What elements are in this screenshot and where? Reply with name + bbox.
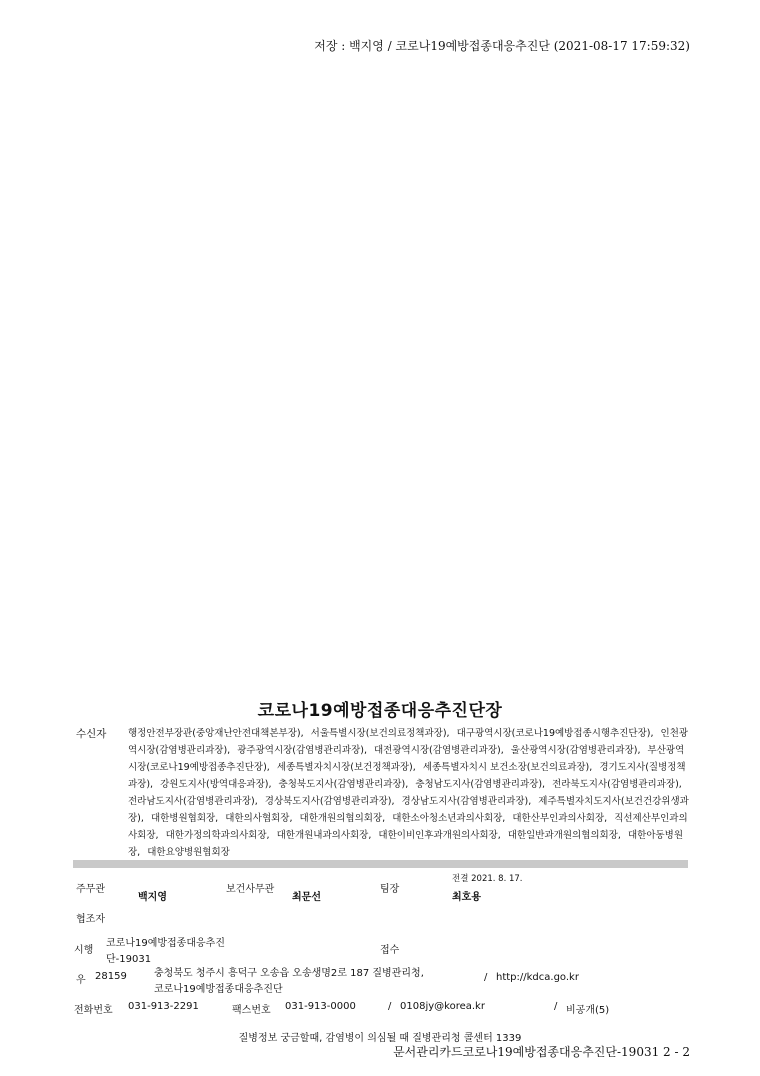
recipient-item: 제주특별자치도지사(보건건강위생과장), <box>128 796 689 824</box>
enforcement-line1: 코로나19예방접종대응추진 <box>106 938 225 949</box>
recipient-item: 충청북도지사(감염병관리과장), <box>278 779 409 790</box>
phone-number: 031-913-2291 <box>128 1001 199 1012</box>
recipient-item: 경상북도지사(감염병관리과장), <box>264 796 395 807</box>
address-line2: 코로나19예방접종대응추진단 <box>154 984 283 995</box>
recipient-item: 대한산부인과의사회장, <box>512 813 608 824</box>
postal-label: 우 <box>76 975 86 986</box>
divider-bar <box>73 860 688 868</box>
address-separator: / <box>484 972 488 983</box>
fax-number: 031-913-0000 <box>285 1001 356 1012</box>
officer-name: 최문선 <box>292 892 321 903</box>
postal-code: 28159 <box>95 971 127 982</box>
enforcement-line2: 단-19031 <box>106 954 152 965</box>
recipient-item: 서울특별시장(보건의료정책과장), <box>310 728 450 739</box>
cooperator-label: 협조자 <box>76 914 105 925</box>
recipient-label: 수신자 <box>76 728 107 740</box>
disclosure-separator: / <box>554 1001 558 1012</box>
recipient-item: 세종특별자치시장(보건정책과장), <box>276 762 416 773</box>
fax-label: 팩스번호 <box>232 1005 271 1016</box>
recipient-item: 대한가정의학과의사회장, <box>165 830 270 841</box>
recipient-item: 경상남도지사(감염병관리과장), <box>401 796 532 807</box>
recipient-list <box>128 725 693 861</box>
recipient-item: 전라북도지사(감염병관리과장), <box>552 779 682 790</box>
document-card-id: 문서관리카드코로나19예방접종대응추진단-19031 2 - 2 <box>393 1045 690 1059</box>
address-line1: 충청북도 청주시 흥덕구 오송읍 오송생명2로 187 질병관리청, <box>154 968 424 979</box>
head-name: 최호용 <box>452 892 481 903</box>
lead-name: 백지영 <box>138 892 167 903</box>
archive-stamp: 저장 : 백지영 / 코로나19예방접종대응추진단 (2021-08-17 17:59:32) <box>314 39 690 53</box>
email-separator: / <box>388 1001 392 1012</box>
email-link[interactable]: 0108jy@korea.kr <box>400 1001 485 1012</box>
recipient-item: 대한개원의협의회장, <box>299 813 386 824</box>
phone-label: 전화번호 <box>74 1005 113 1016</box>
lead-label: 주무관 <box>76 884 105 895</box>
recipient-item: 대한의사협회장, <box>225 813 293 824</box>
recipient-item: 대한병원협회장, <box>150 813 219 824</box>
hotline-notice: 질병정보 궁금할때, 감염병이 의심될 때 질병관리청 콜센터 1339 <box>238 1033 522 1044</box>
recipient-item: 대한요양병원협회장 <box>147 847 230 858</box>
recipient-item: 행정안전부장관(중앙재난안전대책본부장), <box>128 728 304 739</box>
recipient-item: 부산광역시장(코로나19예방접종추진단장), <box>128 745 685 773</box>
recipient-item: 대한아동병원장, <box>128 830 684 858</box>
head-label: 팀장 <box>380 884 400 895</box>
receipt-label: 접수 <box>380 945 400 956</box>
recipient-item: 광주광역시장(감염병관리과장), <box>237 745 367 756</box>
recipient-item: 대한소아청소년과의사회장, <box>392 813 506 824</box>
enforcement-label: 시행 <box>74 945 94 956</box>
recipient-item: 전라남도지사(감염병관리과장), <box>128 796 258 807</box>
recipient-item: 인천광역시장(감염병관리과장), <box>128 728 689 756</box>
recipient-item: 대한이비인후과개원의사회장, <box>378 830 501 841</box>
recipient-item: 울산광역시장(감염병관리과장), <box>510 745 641 756</box>
recipient-item: 대한일반과개원의협의회장, <box>507 830 621 841</box>
recipient-item: 대구광역시장(코로나19예방접종시행추진단장), <box>456 728 654 739</box>
website-link[interactable]: http://kdca.go.kr <box>496 972 579 983</box>
document-title: 코로나19예방접종대응추진단장 <box>257 701 503 721</box>
officer-label: 보건사무관 <box>226 884 275 895</box>
disclosure-status: 비공개(5) <box>566 1005 610 1016</box>
recipient-item: 대한개원내과의사회장, <box>276 830 372 841</box>
recipient-item: 직선제산부인과의사회장, <box>128 813 688 841</box>
recipient-item: 경기도지사(질병정책과장), <box>128 762 686 790</box>
head-note: 전결 2021. 8. 17. <box>452 874 523 884</box>
recipient-item: 대전광역시장(감염병관리과장), <box>374 745 504 756</box>
recipient-item: 강원도지사(방역대응과장), <box>160 779 272 790</box>
recipient-item: 충청남도지사(감염병관리과장), <box>415 779 546 790</box>
recipient-item: 세종특별자치시 보건소장(보건의료과장), <box>422 762 593 773</box>
